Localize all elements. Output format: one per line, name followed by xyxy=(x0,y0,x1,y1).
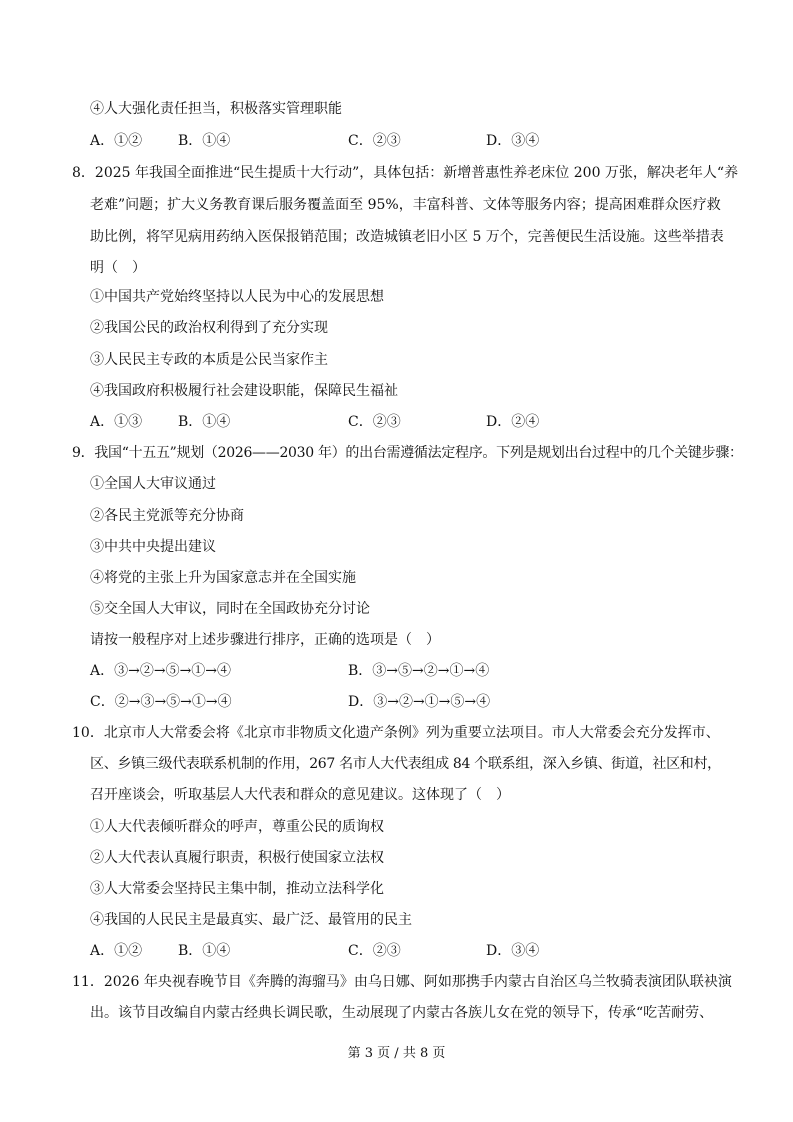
q10-item-2: ②人大代表认真履行职责，积极行使国家立法权 xyxy=(90,850,384,866)
q7-option-d: D．③④ xyxy=(486,133,540,149)
q8-item-2: ②我国公民的政治权利得到了充分实现 xyxy=(90,320,328,336)
q7-option-a: A．①② xyxy=(90,133,143,149)
q9-item-5: ⑤交全国人大审议，同时在全国政协充分讨论 xyxy=(90,601,370,617)
q9-option-a: A．③→②→⑤→①→④ xyxy=(90,663,232,679)
q8-stem-line-4: 明（ ） xyxy=(90,260,146,276)
q10-stem-line-2: 区、乡镇三级代表联系机制的作用，267 名市人大代表组成 84 个联系组，深入乡镇、街道，社区和村， xyxy=(90,756,721,772)
q9-item-3: ③中共中央提出建议 xyxy=(90,539,216,555)
q8-stem-line-1: 8．2025 年我国全面推进“民生提质十大行动”，具体包括：新增普惠性养老床位 200 万张，解决老年人“养 xyxy=(72,165,739,181)
q9-option-c: C．②→③→⑤→①→④ xyxy=(90,694,232,710)
q8-option-c: C．②③ xyxy=(348,414,401,430)
q10-stem-line-3: 召开座谈会，听取基层人大代表和群众的意见建议。这体现了（ ） xyxy=(90,787,510,803)
q10-item-3: ③人大常委会坚持民主集中制，推动立法科学化 xyxy=(90,881,384,897)
q7-option-c: C．②③ xyxy=(348,133,401,149)
q8-item-4: ④我国政府积极履行社会建设职能，保障民生福祉 xyxy=(90,383,398,399)
q10-item-4: ④我国的人民民主是最真实、最广泛、最管用的民主 xyxy=(90,912,412,928)
q9-option-d: D．③→②→①→⑤→④ xyxy=(348,694,491,710)
q9-item-2: ②各民主党派等充分协商 xyxy=(90,508,244,524)
q8-stem-line-2: 老难”问题；扩大义务教育课后服务覆盖面至 95%，丰富科普、文体等服务内容；提高困难群众医疗救 xyxy=(90,197,721,213)
q9-prompt: 请按一般程序对上述步骤进行排序，正确的选项是（ ） xyxy=(90,632,440,648)
q10-option-c: C．②③ xyxy=(348,943,401,959)
q8-item-1: ①中国共产党始终坚持以人民为中心的发展思想 xyxy=(90,289,384,305)
page-footer: 第 3 页 / 共 8 页 xyxy=(347,1046,446,1061)
q8-option-b: B．①④ xyxy=(178,414,231,430)
q9-stem: 9．我国“十五五”规划（2026——2030 年）的出台需遵循法定程序。下列是规划出台过程中的几个关键步骤： xyxy=(72,445,743,461)
q8-item-3: ③人民民主专政的本质是公民当家作主 xyxy=(90,352,328,368)
q8-option-a: A．①③ xyxy=(90,414,143,430)
q7-option-b: B．①④ xyxy=(178,133,231,149)
q10-option-a: A．①② xyxy=(90,943,143,959)
q10-stem-line-1: 10．北京市人大常委会将《北京市非物质文化遗产条例》列为重要立法项目。市人大常委会充分发挥市、 xyxy=(72,725,720,741)
q7-item-4: ④人大强化责任担当，积极落实管理职能 xyxy=(90,101,342,117)
q8-option-d: D．②④ xyxy=(486,414,540,430)
q9-option-b: B．③→⑤→②→①→④ xyxy=(348,663,490,679)
q8-stem-line-3: 助比例，将罕见病用药纳入医保报销范围；改造城镇老旧小区 5 万个，完善便民生活设施。这些举措表 xyxy=(90,229,724,245)
q9-item-4: ④将党的主张上升为国家意志并在全国实施 xyxy=(90,570,356,586)
q10-option-b: B．①④ xyxy=(178,943,231,959)
q10-item-1: ①人大代表倾听群众的呼声，尊重公民的质询权 xyxy=(90,819,384,835)
q10-option-d: D．③④ xyxy=(486,943,540,959)
q9-item-1: ①全国人大审议通过 xyxy=(90,476,216,492)
q11-stem-line-2: 出。该节目改编自内蒙古经典长调民歌，生动展现了内蒙古各族儿女在党的领导下，传承“吃苦耐劳、 xyxy=(90,1005,714,1021)
q11-stem-line-1: 11．2026 年央视春晚节目《奔腾的海骝马》由乌日娜、阿如那携手内蒙古自治区乌兰牧骑表演团队联袂演 xyxy=(72,974,732,990)
